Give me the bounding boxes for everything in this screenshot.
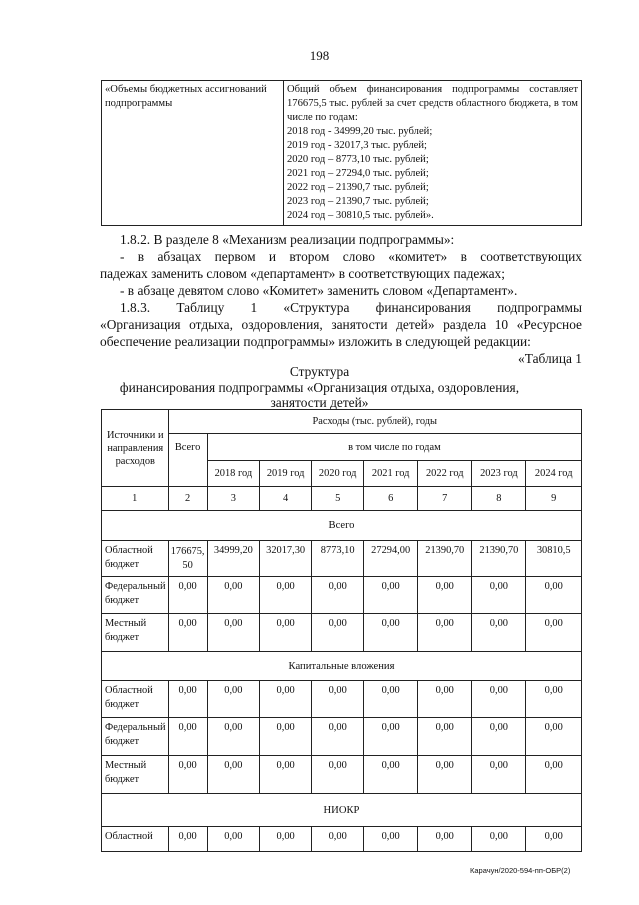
cell-value: 0,00 [207, 827, 259, 852]
cell-value: 0,00 [312, 614, 364, 652]
financing-table [101, 409, 582, 852]
funding-year-line: 2023 год – 21390,7 тыс. рублей; [287, 196, 429, 207]
row-label: Областной бюджет [102, 681, 169, 718]
cell-value: 0,00 [260, 827, 312, 852]
cell-value: 0,00 [472, 577, 526, 614]
cell-value: 21390,70 [418, 541, 472, 577]
funding-total: Общий объем финансирования подпрограммы составляет 176675,5 тыс. рублей за счет средств областного бюджета, в том числе по годам: [287, 84, 578, 123]
cell-value: 34999,20 [207, 541, 259, 577]
cell-value: 0,00 [472, 718, 526, 756]
header-expenses: Расходы (тыс. рублей), годы [168, 410, 581, 434]
column-number: 1 [102, 487, 169, 511]
cell-value: 0,00 [207, 681, 259, 718]
cell-value: 0,00 [418, 718, 472, 756]
row-label: Федеральный бюджет [102, 577, 169, 614]
cell-value: 0,00 [364, 681, 418, 718]
paragraph-4-line-3: обеспечение реализации подпрограммы» изложить в следующей редакции: [100, 334, 531, 349]
column-number: 3 [207, 487, 259, 511]
cell-value: 0,00 [364, 756, 418, 794]
cell-value: 0,00 [207, 756, 259, 794]
cell-value: 0,00 [526, 681, 582, 718]
column-number: 9 [526, 487, 582, 511]
cell-value: 0,00 [312, 577, 364, 614]
footer-code: Карачун/2020-594-пп-ОБР(2) [470, 866, 571, 875]
table-reference: «Таблица 1 [518, 351, 582, 366]
column-number: 8 [472, 487, 526, 511]
cell-value: 0,00 [472, 827, 526, 852]
cell-total: 0,00 [168, 577, 207, 614]
funding-year-line: 2018 год - 34999,20 тыс. рублей; [287, 126, 433, 137]
paragraph-1: 1.8.2. В разделе 8 «Механизм реализации подпрограммы»: [120, 232, 455, 247]
cell-value: 0,00 [207, 614, 259, 652]
cell-total: 176675,50 [168, 541, 207, 577]
funding-year-line: 2022 год – 21390,7 тыс. рублей; [287, 182, 429, 193]
column-number: 7 [418, 487, 472, 511]
section-title: Капитальные вложения [102, 652, 582, 681]
cell-value: 0,00 [364, 577, 418, 614]
cell-value: 21390,70 [472, 541, 526, 577]
cell-value: 0,00 [364, 718, 418, 756]
cell-value: 0,00 [526, 577, 582, 614]
year-header: 2020 год [312, 461, 364, 487]
cell-value: 0,00 [312, 756, 364, 794]
header-total: Всего [168, 434, 207, 487]
body-text [100, 231, 582, 367]
cell-value: 0,00 [312, 827, 364, 852]
row-label: Областной [102, 827, 169, 852]
row-label: Федеральный бюджет [102, 718, 169, 756]
cell-value: 0,00 [526, 756, 582, 794]
paragraph-3: - в абзаце девятом слово «Комитет» заменить словом «Департамент». [120, 283, 518, 298]
year-header: 2022 год [418, 461, 472, 487]
cell-total: 0,00 [168, 681, 207, 718]
cell-value: 0,00 [526, 827, 582, 852]
cell-value: 8773,10 [312, 541, 364, 577]
table-title-line-3: занятости детей» [270, 395, 369, 410]
year-header: 2021 год [364, 461, 418, 487]
cell-value: 0,00 [472, 681, 526, 718]
cell-value: 27294,00 [364, 541, 418, 577]
cell-value: 0,00 [418, 614, 472, 652]
cell-value: 30810,5 [526, 541, 582, 577]
cell-value: 0,00 [260, 577, 312, 614]
year-header: 2018 год [207, 461, 259, 487]
cell-value: 0,00 [364, 827, 418, 852]
cell-value: 0,00 [260, 681, 312, 718]
row-label: Областной бюджет [102, 541, 169, 577]
cell-value: 0,00 [526, 614, 582, 652]
column-number: 6 [364, 487, 418, 511]
header-sources: Источники и направления расходов [102, 410, 169, 487]
cell-value: 0,00 [472, 756, 526, 794]
cell-value: 0,00 [260, 756, 312, 794]
cell-value: 0,00 [418, 756, 472, 794]
cell-total: 0,00 [168, 827, 207, 852]
funding-year-line: 2020 год – 8773,10 тыс. рублей; [287, 154, 429, 165]
paragraph-2-line-1: - в абзацах первом и втором слово «комитет» в соответствующих [120, 249, 582, 264]
column-number: 4 [260, 487, 312, 511]
page-number: 198 [309, 48, 330, 63]
row-label: Местный бюджет [102, 614, 169, 652]
passport-label: «Объемы бюджетных ассигнований подпрограммы [102, 81, 284, 226]
cell-value: 0,00 [418, 681, 472, 718]
cell-value: 0,00 [364, 614, 418, 652]
cell-value: 0,00 [526, 718, 582, 756]
cell-value: 0,00 [260, 718, 312, 756]
column-number: 2 [168, 487, 207, 511]
funding-year-line: 2024 год – 30810,5 тыс. рублей». [287, 210, 434, 221]
funding-year-line: 2021 год – 27294,0 тыс. рублей; [287, 168, 429, 179]
year-header: 2023 год [472, 461, 526, 487]
cell-value: 0,00 [312, 681, 364, 718]
cell-value: 0,00 [472, 614, 526, 652]
paragraph-4-line-2: «Организация отдыха, оздоровления, занятости детей» раздела 10 «Ресурсное [100, 317, 582, 332]
header-by-years: в том числе по годам [207, 434, 581, 461]
passport-table [101, 80, 582, 226]
section-title: Всего [102, 511, 582, 541]
paragraph-2-line-2: падежах заменить словом «департамент» в соответствующих падежах; [100, 266, 505, 281]
table-title-line-2: финансирования подпрограммы «Организация отдыха, оздоровления, [119, 380, 520, 395]
column-number: 5 [312, 487, 364, 511]
table-title-line-1: Структура [289, 364, 350, 379]
cell-value: 0,00 [207, 718, 259, 756]
paragraph-4-line-1: 1.8.3. Таблицу 1 «Структура финансирования подпрограммы [120, 300, 582, 315]
passport-funding [284, 81, 582, 226]
cell-value: 0,00 [418, 827, 472, 852]
cell-total: 0,00 [168, 614, 207, 652]
cell-value: 32017,30 [260, 541, 312, 577]
cell-value: 0,00 [260, 614, 312, 652]
cell-value: 0,00 [418, 577, 472, 614]
year-header: 2024 год [526, 461, 582, 487]
funding-year-line: 2019 год - 32017,3 тыс. рублей; [287, 140, 427, 151]
cell-value: 0,00 [312, 718, 364, 756]
cell-total: 0,00 [168, 718, 207, 756]
cell-total: 0,00 [168, 756, 207, 794]
row-label: Местный бюджет [102, 756, 169, 794]
cell-value: 0,00 [207, 577, 259, 614]
year-header: 2019 год [260, 461, 312, 487]
section-title: НИОКР [102, 794, 582, 827]
